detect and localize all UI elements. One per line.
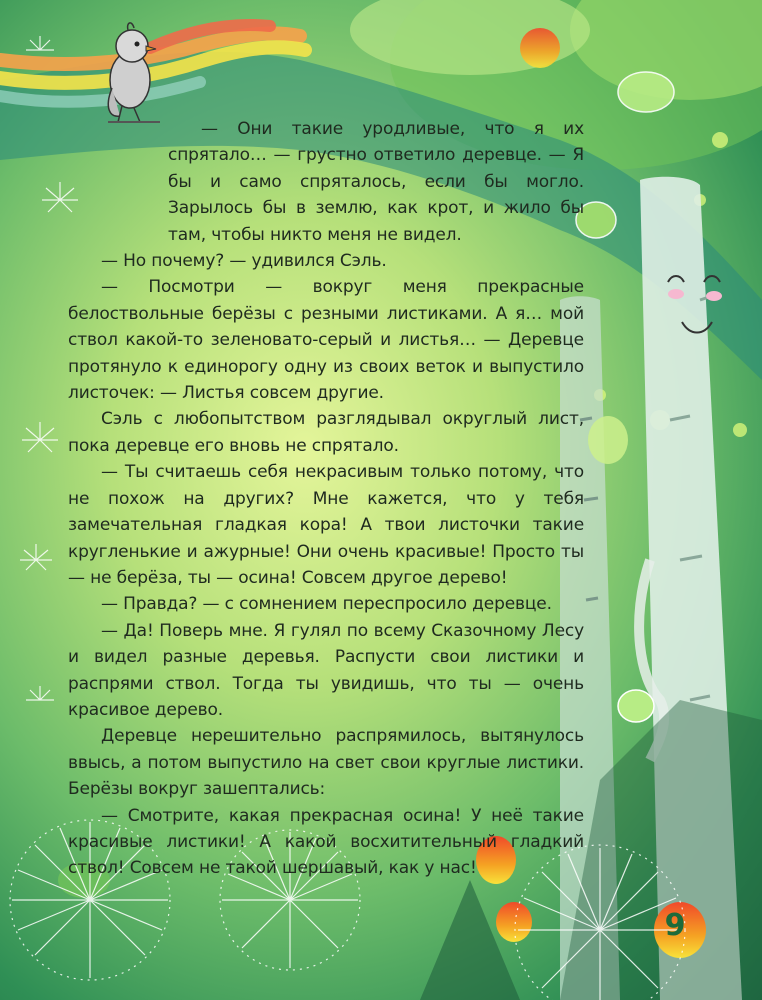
paragraph: — Правда? — с сомнением переспросило деревце.: [101, 594, 552, 615]
paragraph: — Смотрите, какая прекрасная осина! У неё такие красивые листики! А какой восхитительный гладкий ствол! Совсем не такой шершавый, как у нас!: [68, 805, 584, 879]
paragraph: — Они такие уродливые, что я их спрятало… — грустно ответило деревце. — Я бы и само спряталось, если бы могло. Зарылось бы в землю, как крот, и жило бы там, чтобы никто меня не видел.: [168, 119, 584, 245]
story-text: [68, 116, 584, 882]
paragraph: Деревце нерешительно распрямилось, вытянулось ввысь, а потом выпустило на свет свои круглые листики. Берёзы вокруг зашептались:: [68, 726, 584, 800]
page-number: 9: [664, 908, 686, 943]
paragraph: — Да! Поверь мне. Я гулял по всему Сказочному Лесу и видел разные деревья. Распусти свои листики и распрями ствол. Тогда ты увидишь, что ты — очень красивое дерево.: [68, 620, 584, 720]
paragraph: Сэль с любопытством разглядывал округлый лист, пока деревце его вновь не спрятало.: [68, 409, 584, 456]
paragraph: — Но почему? — удивился Сэль.: [101, 251, 387, 272]
paragraph: — Ты считаешь себя некрасивым только потому, что не похож на других? Мне кажется, что у тебя замечательная гладкая кора! А твои листочки такие кругленькие и ажурные! Они очень красивые! Просто ты — не берёза, ты — осина! Совсем другое дерево!: [68, 462, 584, 588]
paragraph: — Посмотри — вокруг меня прекрасные белоствольные берёзы с резными листиками. А я… мой ствол какой-то зеленовато-серый и листья… — Деревце протянуло к единорогу одну из своих веток и выпустило листочек: — Листья совсем другие.: [68, 277, 584, 404]
